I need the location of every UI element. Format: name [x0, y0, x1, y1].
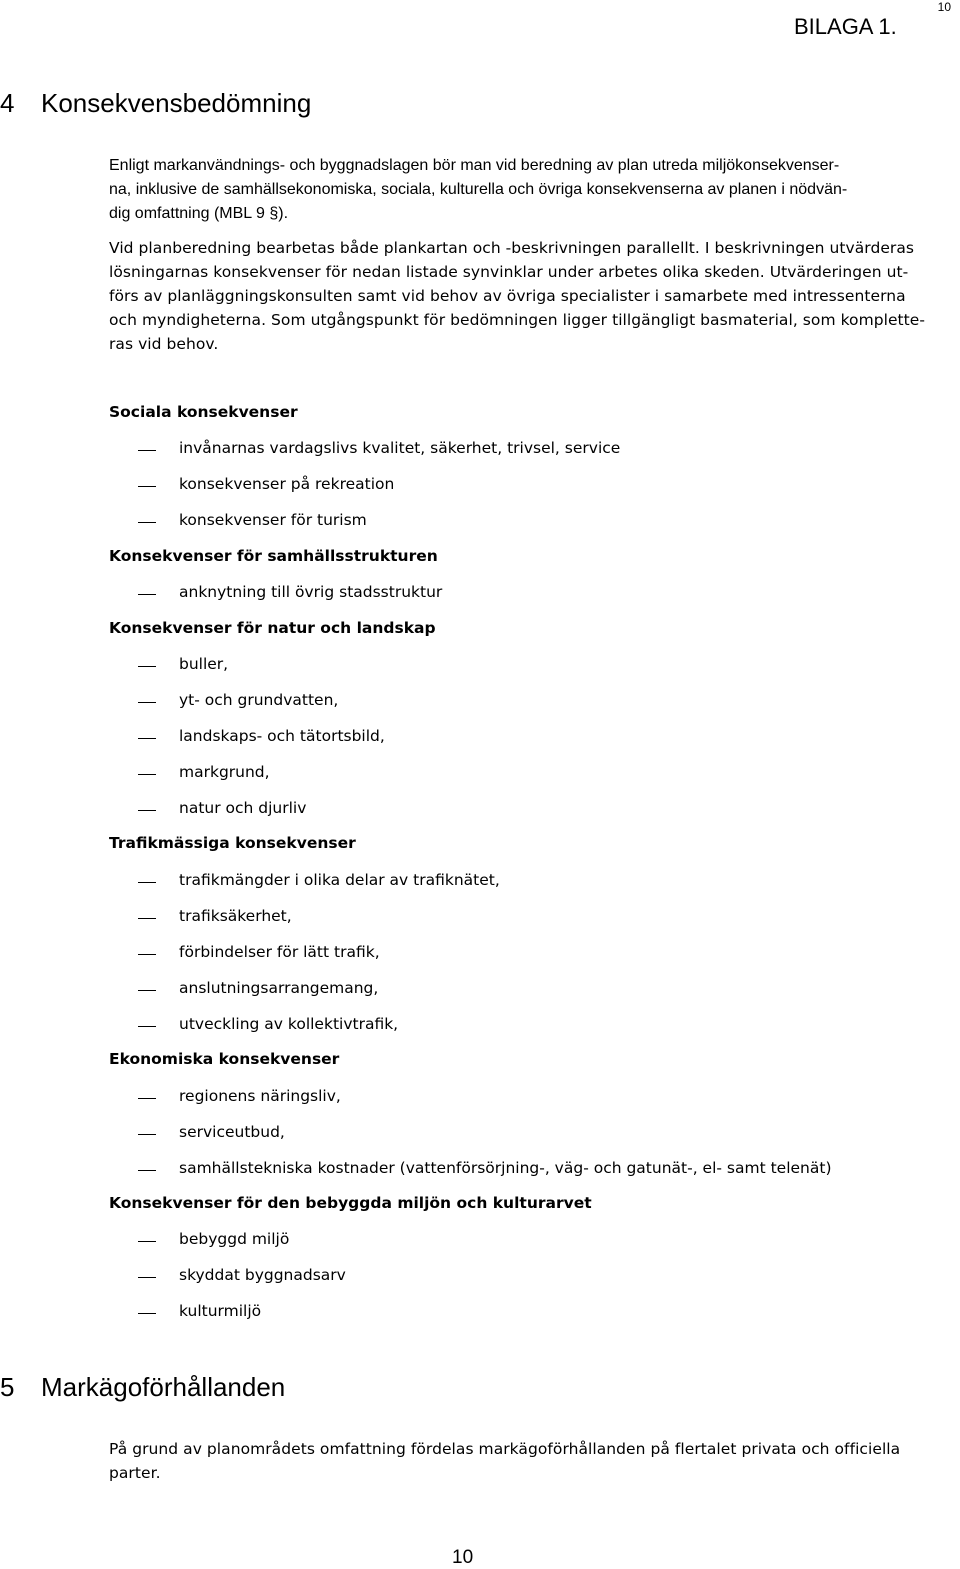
list-item-text: landskaps- och tätortsbild, — [179, 727, 385, 745]
list-item-text: skyddat byggnadsarv — [179, 1266, 346, 1284]
method-line: och myndigheterna. Som utgångspunkt för bedömningen ligger tillgängligt basmaterial, som komplette- — [109, 311, 926, 329]
category-heading-community-structure: Konsekvenser för samhällsstrukturen — [109, 547, 438, 565]
appendix-label: BILAGA 1. — [794, 14, 897, 39]
list-item-text: konsekvenser för turism — [179, 511, 367, 529]
intro-line: dig omfattning (MBL 9 §). — [109, 205, 289, 222]
list-item-text: serviceutbud, — [179, 1123, 285, 1141]
dash-bullet-icon — [138, 1170, 156, 1171]
dash-bullet-icon — [138, 1241, 156, 1242]
category-heading-built-environment: Konsekvenser för den bebyggda miljön och kulturarvet — [109, 1194, 592, 1212]
intro-line: Enligt markanvändnings- och byggnadslagen bör man vid beredning av plan utreda miljökonsekvenser- — [109, 157, 840, 174]
dash-bullet-icon — [138, 486, 156, 487]
section-4-heading — [0, 88, 400, 120]
list-item-text: anslutningsarrangemang, — [179, 979, 379, 997]
dash-bullet-icon — [138, 522, 156, 523]
list-item-text: trafiksäkerhet, — [179, 907, 292, 925]
list-item-text: yt- och grundvatten, — [179, 691, 339, 709]
dash-bullet-icon — [138, 1134, 156, 1135]
list-item-text: markgrund, — [179, 763, 270, 781]
dash-bullet-icon — [138, 990, 156, 991]
dash-bullet-icon — [138, 702, 156, 703]
dash-bullet-icon — [138, 774, 156, 775]
section-5-title: Markägoförhållanden — [41, 1372, 286, 1402]
list-item-text: samhällstekniska kostnader (vattenförsörjning-, väg- och gatunät-, el- samt telenät) — [179, 1159, 832, 1177]
list-item-text: anknytning till övrig stadsstruktur — [179, 583, 443, 601]
intro-line: na, inklusive de samhällsekonomiska, sociala, kulturella och övriga konsekvenserna av planen i nödvän- — [109, 181, 848, 198]
dash-bullet-icon — [138, 666, 156, 667]
list-item-text: buller, — [179, 655, 229, 673]
list-item-text: natur och djurliv — [179, 799, 307, 817]
dash-bullet-icon — [138, 1313, 156, 1314]
list-item-text: bebyggd miljö — [179, 1230, 290, 1248]
footer-page-number: 10 — [452, 1547, 474, 1568]
dash-bullet-icon — [138, 954, 156, 955]
method-line: ras vid behov. — [109, 335, 219, 353]
dash-bullet-icon — [138, 594, 156, 595]
section-5-number: 5 — [0, 1372, 15, 1402]
dash-bullet-icon — [138, 810, 156, 811]
list-item-text: förbindelser för lätt trafik, — [179, 943, 380, 961]
dash-bullet-icon — [138, 1277, 156, 1278]
category-heading-nature-landscape: Konsekvenser för natur och landskap — [109, 619, 436, 637]
dash-bullet-icon — [138, 882, 156, 883]
category-heading-economic: Ekonomiska konsekvenser — [109, 1050, 340, 1068]
method-line: förs av planläggningskonsulten samt vid behov av övriga specialister i samarbete med intressenterna — [109, 287, 906, 305]
category-heading-traffic: Trafikmässiga konsekvenser — [109, 834, 356, 852]
section-4-number: 4 — [0, 88, 15, 118]
category-heading-social: Sociala konsekvenser — [109, 403, 298, 421]
dash-bullet-icon — [138, 1098, 156, 1099]
section-5-heading — [0, 1372, 400, 1404]
dash-bullet-icon — [138, 450, 156, 451]
header-page-number: 10 — [937, 0, 951, 14]
ownership-line: parter. — [109, 1464, 161, 1482]
list-item-text: utveckling av kollektivtrafik, — [179, 1015, 399, 1033]
dash-bullet-icon — [138, 738, 156, 739]
section-4-title: Konsekvensbedömning — [41, 88, 312, 118]
method-line: Vid planberedning bearbetas både plankartan och -beskrivningen parallellt. I beskrivningen utvärderas — [109, 239, 915, 257]
list-item-text: trafikmängder i olika delar av trafiknätet, — [179, 871, 500, 889]
dash-bullet-icon — [138, 1026, 156, 1027]
list-item-text: regionens näringsliv, — [179, 1087, 341, 1105]
list-item-text: konsekvenser på rekreation — [179, 475, 395, 493]
method-line: lösningarnas konsekvenser för nedan listade synvinklar under arbetes olika skeden. Utvärderingen ut- — [109, 263, 909, 281]
list-item-text: invånarnas vardagslivs kvalitet, säkerhet, trivsel, service — [179, 439, 621, 457]
list-item-text: kulturmiljö — [179, 1302, 262, 1320]
ownership-line: På grund av planområdets omfattning fördelas markägoförhållanden på flertalet privata och officiella — [109, 1440, 901, 1458]
dash-bullet-icon — [138, 918, 156, 919]
